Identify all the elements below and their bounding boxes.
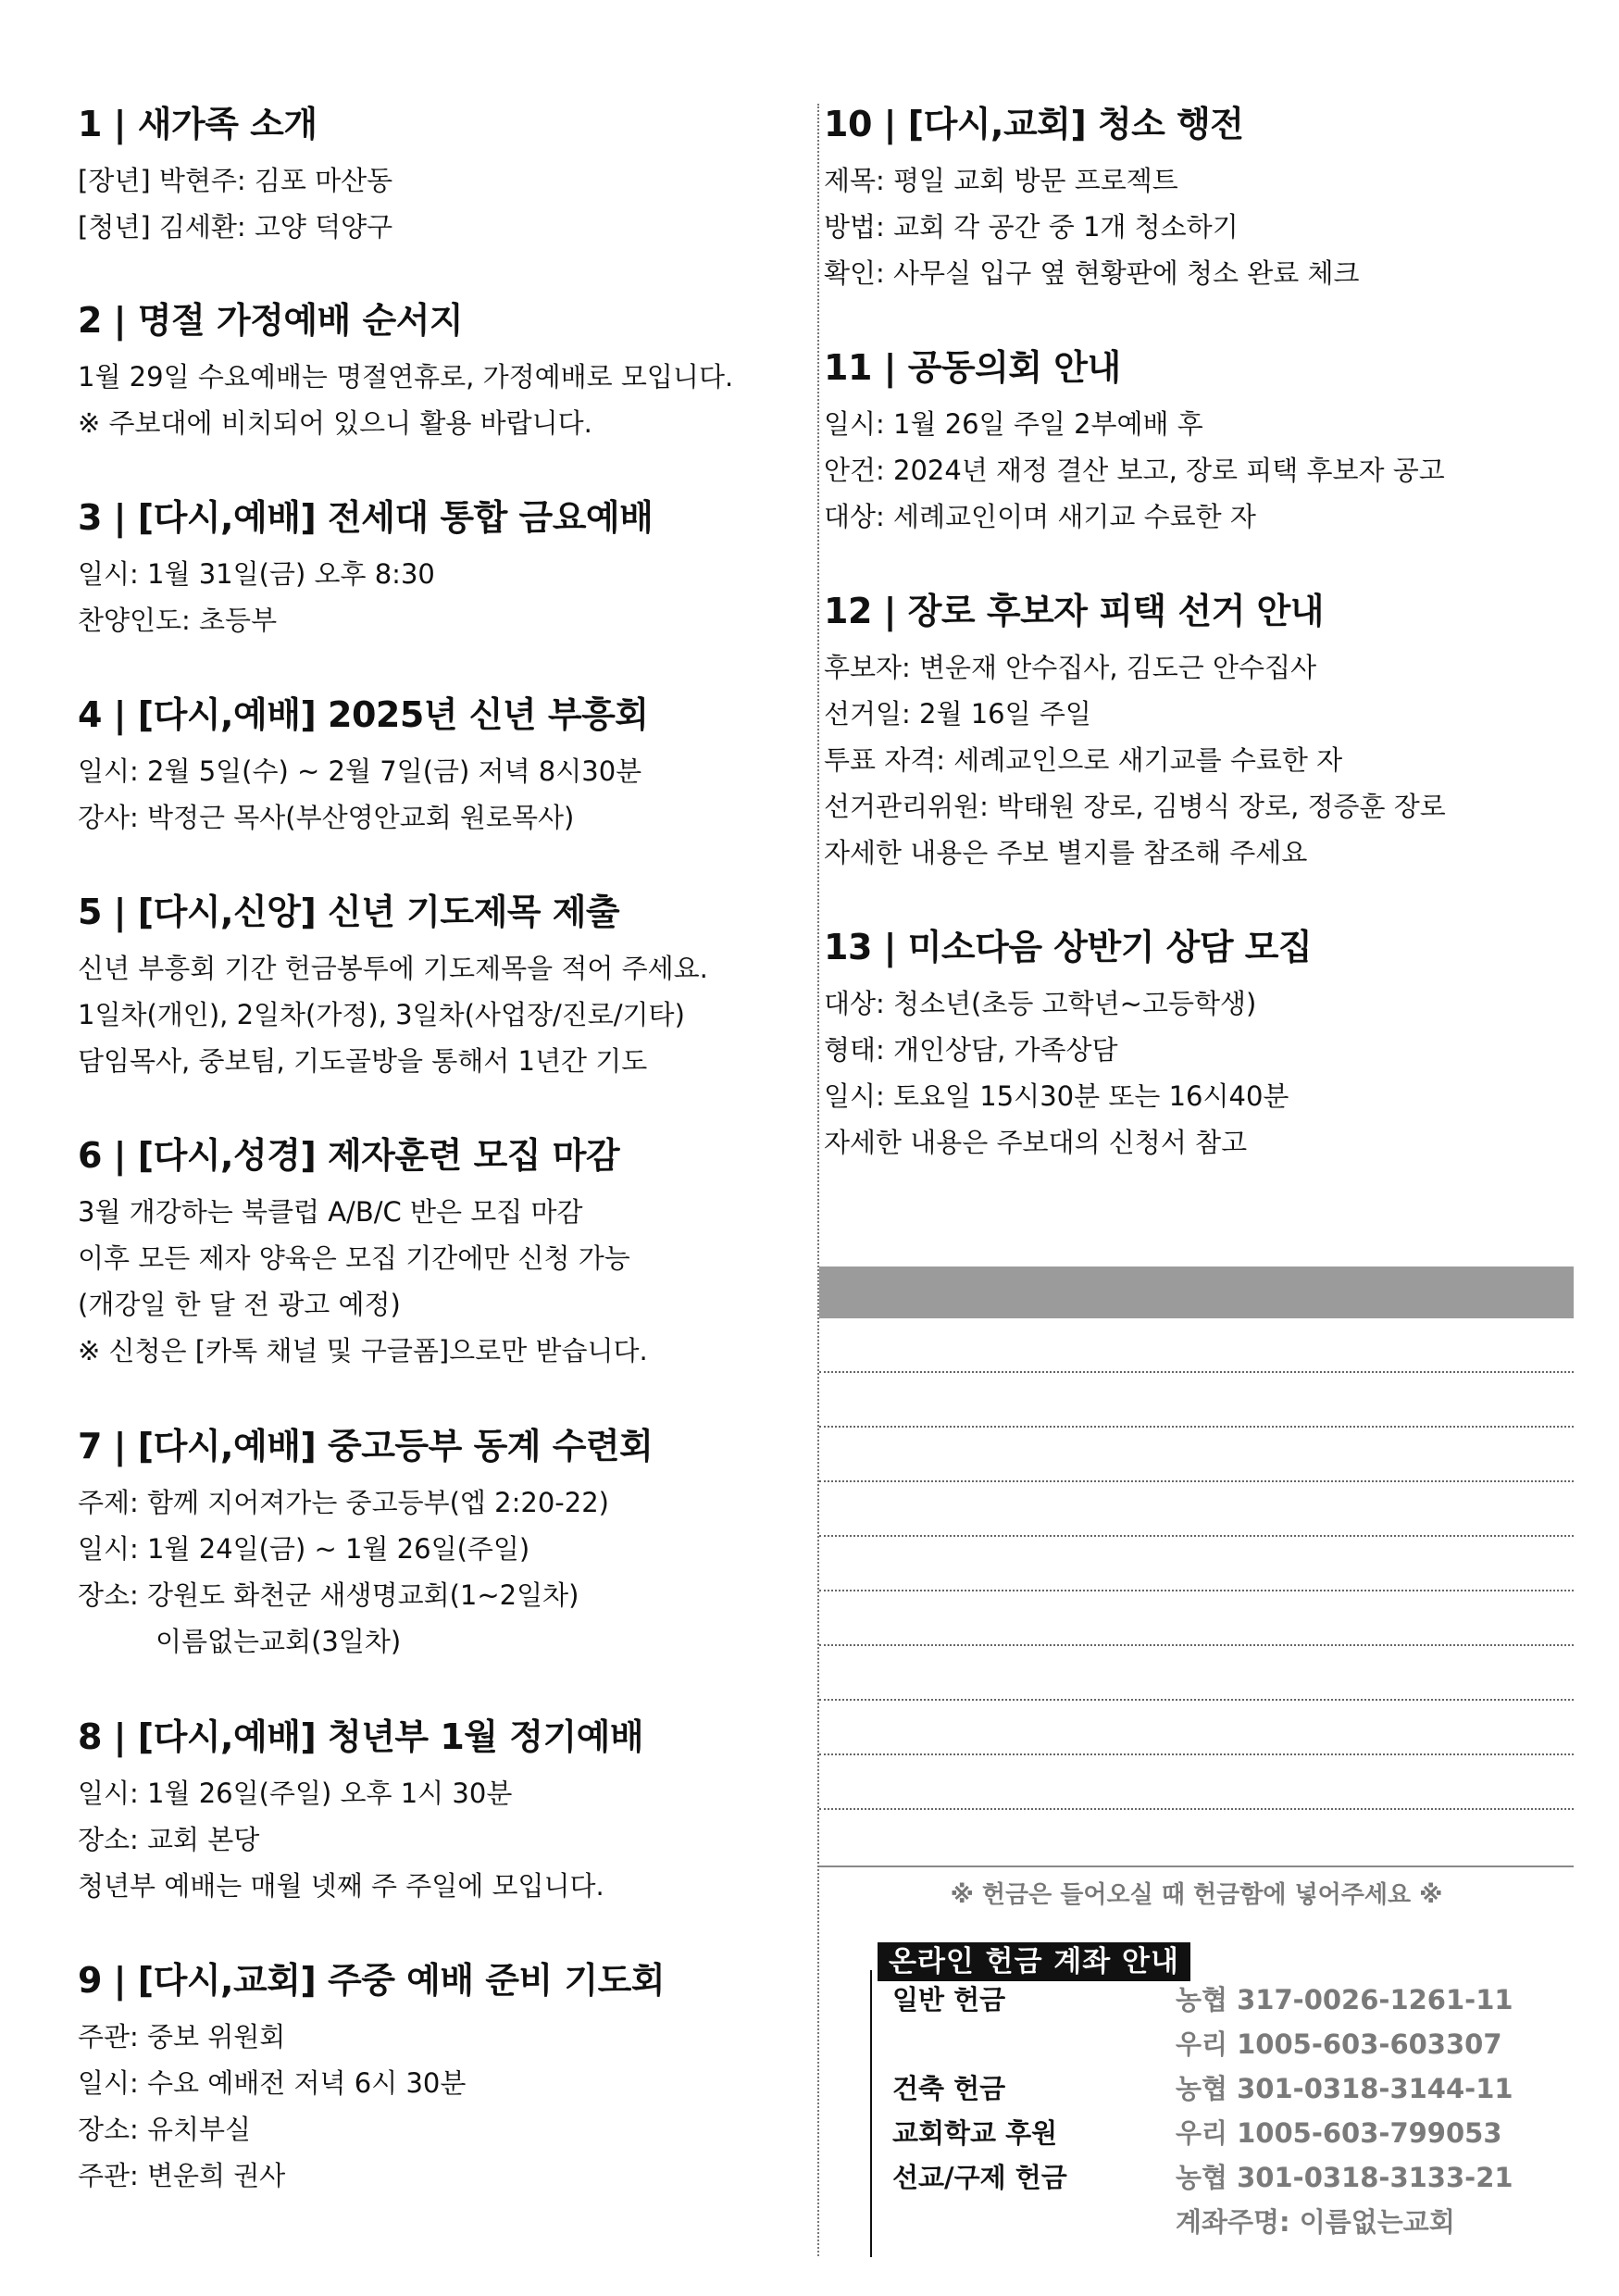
- notice-7: [78, 1422, 800, 1665]
- notice-line: 투표 자격: 세례교인으로 새기교를 수료한 자: [824, 744, 1343, 776]
- notice-line: 자세한 내용은 주보대의 신청서 참고: [824, 1127, 1248, 1158]
- notice-title: 4 | [다시,예배] 2025년 신년 부흥회: [78, 694, 649, 735]
- notice-line: 대상: 청소년(초등 고학년~고등학생): [824, 988, 1257, 1019]
- account-label: 교회학교 후원: [892, 2117, 1058, 2149]
- notice-9: [78, 1956, 800, 2199]
- notice-line: 방법: 교회 각 공간 중 1개 청소하기: [824, 211, 1239, 243]
- notice-line: 주제: 함께 지어져가는 중고등부(엡 2:20-22): [78, 1487, 609, 1518]
- account-row: [892, 1978, 1559, 2022]
- notice-line: 후보자: 변운재 안수집사, 김도근 안수집사: [824, 652, 1317, 683]
- offering-note: ※ 헌금은 들어오실 때 헌금함에 넣어주세요 ※: [950, 1881, 1443, 1909]
- notice-8: [78, 1713, 800, 1909]
- notice-line: ※ 신청은 [카톡 채널 및 구글폼]으로만 받습니다.: [78, 1335, 648, 1366]
- note-line: [819, 1535, 1574, 1537]
- notes-header-bar: [819, 1267, 1574, 1318]
- account-row: [892, 2111, 1559, 2155]
- account-row: [892, 2200, 1559, 2244]
- note-line: [819, 1371, 1574, 1373]
- notice-line: 담임목사, 중보팀, 기도골방을 통해서 1년간 기도: [78, 1045, 648, 1077]
- account-label: 선교/구제 헌금: [892, 2162, 1067, 2193]
- notice-line: 선거일: 2월 16일 주일: [824, 698, 1091, 730]
- notice-title: 13 | 미소다음 상반기 상담 모집: [824, 927, 1313, 967]
- notice-11: [824, 343, 1564, 540]
- note-line: [819, 1753, 1574, 1755]
- notice-title: 7 | [다시,예배] 중고등부 동계 수련회: [78, 1426, 654, 1466]
- notice-line: 1월 29일 수요예배는 명절연휴로, 가정예배로 모입니다.: [78, 361, 734, 393]
- notice-line: 강사: 박정근 목사(부산영안교회 원로목사): [78, 802, 575, 833]
- account-number: 우리 1005-603-603307: [1176, 2028, 1502, 2060]
- notice-line: 1일차(개인), 2일차(가정), 3일차(사업장/진로/기타): [78, 999, 685, 1030]
- notice-line: 대상: 세례교인이며 새기교 수료한 자: [824, 501, 1256, 532]
- notice-line: 장소: 교회 본당: [78, 1824, 260, 1855]
- notice-10: [824, 100, 1564, 296]
- notice-line: 3월 개강하는 북클럽 A/B/C 반은 모집 마감: [78, 1196, 583, 1228]
- notice-6: [78, 1131, 800, 1374]
- notice-line: 이후 모든 제자 양육은 모집 기간에만 신청 가능: [78, 1242, 630, 1274]
- notice-line: 주관: 변운희 권사: [78, 2160, 286, 2191]
- notice-line: [청년] 김세환: 고양 덕양구: [78, 211, 393, 243]
- notice-title: 2 | 명절 가정예배 순서지: [78, 300, 464, 341]
- notice-line: 주관: 중보 위원회: [78, 2021, 286, 2053]
- notice-title: 5 | [다시,신앙] 신년 기도제목 제출: [78, 892, 620, 932]
- online-giving-rule: [870, 1970, 872, 2257]
- notice-line: 일시: 수요 예배전 저녁 6시 30분: [78, 2067, 467, 2099]
- notice-5: [78, 888, 800, 1084]
- note-line: [819, 1426, 1574, 1428]
- notice-line: 장소: 유치부실: [78, 2114, 252, 2145]
- account-holder: 계좌주명: 이름없는교회: [1176, 2206, 1455, 2238]
- notice-line: 자세한 내용은 주보 별지를 참조해 주세요: [824, 837, 1308, 868]
- notice-3: [78, 493, 800, 643]
- notice-12: [824, 587, 1564, 876]
- notice-title: 8 | [다시,예배] 청년부 1월 정기예배: [78, 1716, 644, 1757]
- online-giving-box: [870, 1942, 1564, 2257]
- account-row: [892, 2022, 1559, 2066]
- account-number: 농협 301-0318-3144-11: [1176, 2073, 1513, 2104]
- notice-2: [78, 296, 800, 446]
- notice-title: 9 | [다시,교회] 주중 예배 준비 기도회: [78, 1960, 666, 2001]
- account-label: 건축 헌금: [892, 2073, 1006, 2104]
- notice-line: 장소: 강원도 화천군 새생명교회(1~2일차): [78, 1579, 579, 1611]
- notice-line: 일시: 토요일 15시30분 또는 16시40분: [824, 1080, 1289, 1112]
- notice-line: 청년부 예배는 매월 넷째 주 주일에 모입니다.: [78, 1870, 604, 1902]
- notice-title: 1 | 새가족 소개: [78, 104, 318, 144]
- note-line: [819, 1480, 1574, 1482]
- online-giving-title: 온라인 헌금 계좌 안내: [878, 1942, 1190, 1981]
- notes-bottom-rule: [819, 1866, 1574, 1867]
- notice-line: 일시: 1월 26일 주일 2부예배 후: [824, 408, 1203, 440]
- notice-line: ※ 주보대에 비치되어 있으니 활용 바랍니다.: [78, 407, 592, 439]
- notice-title: 10 | [다시,교회] 청소 행전: [824, 104, 1244, 144]
- notice-line: 신년 부흥회 기간 헌금봉투에 기도제목을 적어 주세요.: [78, 953, 708, 984]
- notice-line: 확인: 사무실 입구 옆 현황판에 청소 완료 체크: [824, 257, 1360, 289]
- notice-line: 안건: 2024년 재정 결산 보고, 장로 피택 후보자 공고: [824, 455, 1445, 486]
- account-number: 농협 301-0318-3133-21: [1176, 2162, 1513, 2193]
- note-line: [819, 1699, 1574, 1701]
- notice-line: 일시: 1월 24일(금) ~ 1월 26일(주일): [78, 1533, 530, 1565]
- account-number: 우리 1005-603-799053: [1176, 2117, 1502, 2149]
- account-row: [892, 2066, 1559, 2111]
- note-line: [819, 1590, 1574, 1591]
- notice-line: 형태: 개인상담, 가족상담: [824, 1034, 1118, 1066]
- notice-1: [78, 100, 800, 250]
- notice-line: 일시: 1월 26일(주일) 오후 1시 30분: [78, 1778, 513, 1809]
- column-divider: [817, 104, 819, 2256]
- notice-title: 12 | 장로 후보자 피택 선거 안내: [824, 591, 1324, 631]
- notice-title: 6 | [다시,성경] 제자훈련 모집 마감: [78, 1135, 620, 1176]
- note-line: [819, 1808, 1574, 1810]
- notice-title: 11 | 공동의회 안내: [824, 347, 1121, 388]
- notice-line: 이름없는교회(3일차): [156, 1626, 402, 1657]
- note-line: [819, 1644, 1574, 1646]
- notice-line: [장년] 박현주: 김포 마산동: [78, 165, 393, 196]
- notice-line: 일시: 1월 31일(금) 오후 8:30: [78, 558, 435, 590]
- account-label: 일반 헌금: [892, 1984, 1006, 2015]
- notice-line: 찬양인도: 초등부: [78, 605, 278, 636]
- notice-4: [78, 691, 800, 841]
- notice-line: (개강일 한 달 전 광고 예정): [78, 1289, 401, 1320]
- notice-13: [824, 923, 1564, 1166]
- account-number: 농협 317-0026-1261-11: [1176, 1984, 1513, 2015]
- notice-line: 선거관리위원: 박태원 장로, 김병식 장로, 정증훈 장로: [824, 791, 1446, 822]
- notice-line: 일시: 2월 5일(수) ~ 2월 7일(금) 저녁 8시30분: [78, 755, 642, 787]
- notice-line: 제목: 평일 교회 방문 프로젝트: [824, 165, 1178, 196]
- notice-title: 3 | [다시,예배] 전세대 통합 금요예배: [78, 497, 654, 538]
- account-row: [892, 2155, 1559, 2200]
